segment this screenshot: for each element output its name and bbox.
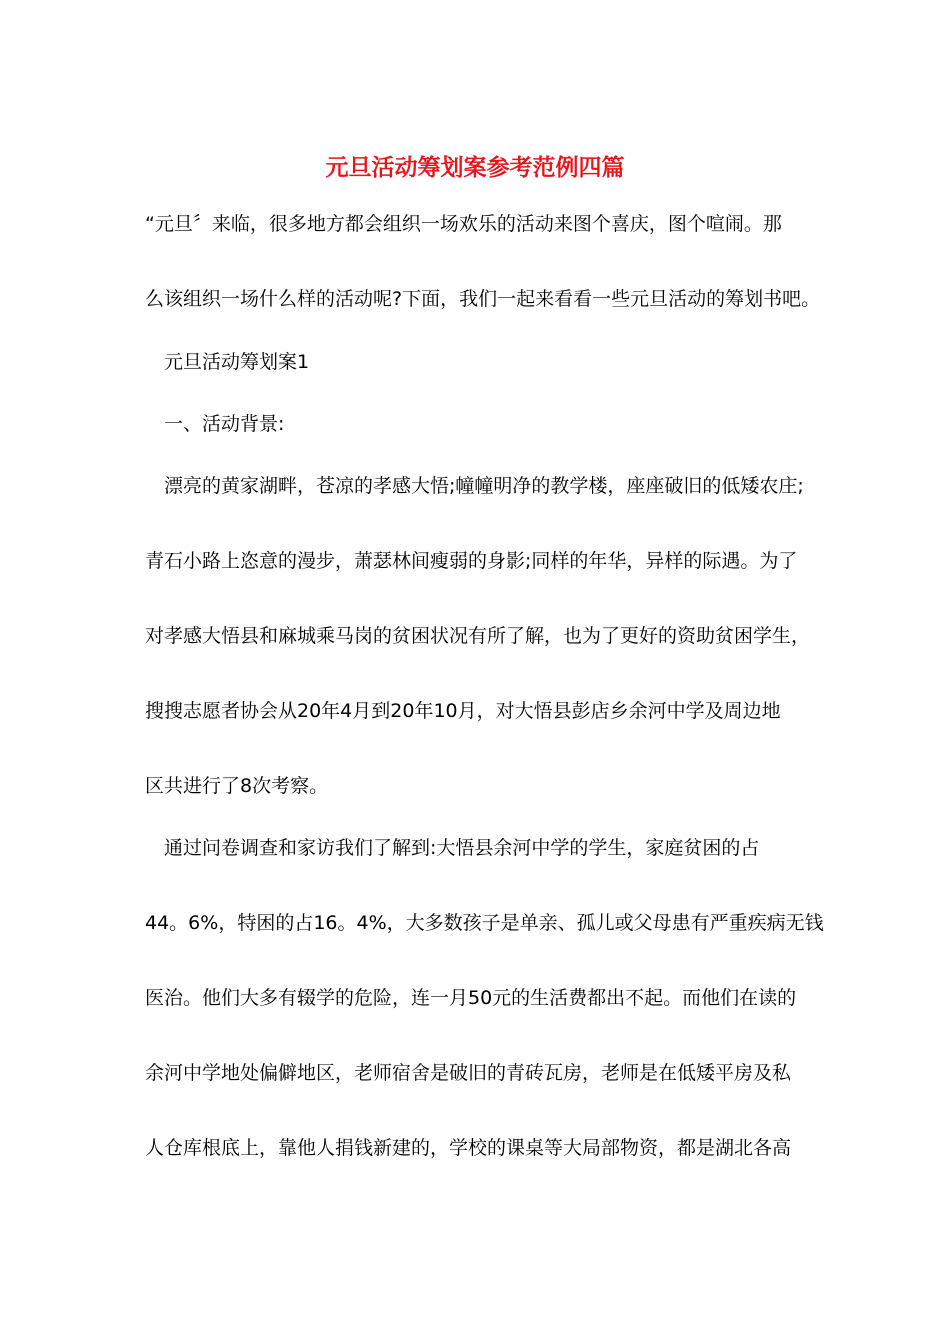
document-title: 元旦活动筹划案参考范例四篇: [325, 154, 625, 181]
paragraph-line: 人仓库根底上，靠他人捐钱新建的，学校的课桌等大局部物资，都是湖北各高: [145, 1137, 792, 1159]
paragraph-line: 医治。他们大多有辍学的危险，连一月50元的生活费都出不起。而他们在读的: [145, 987, 797, 1009]
paragraph-line: 区共进行了8次考察。: [145, 775, 329, 797]
paragraph-line: 44。6%，特困的占16。4%，大多数孩子是单亲、孤儿或父母患有严重疾病无钱: [145, 912, 824, 934]
paragraph-line: 漂亮的黄家湖畔，苍凉的孝感大悟;幢幢明净的教学楼，座座破旧的低矮农庄;: [164, 475, 804, 497]
section-heading: 一、活动背景:: [164, 413, 285, 435]
paragraph-line: “元旦〞来临，很多地方都会组织一场欢乐的活动来图个喜庆，图个喧闹。那: [145, 213, 782, 235]
paragraph-line: 通过问卷调查和家访我们了解到:大悟县余河中学的学生，家庭贫困的占: [164, 837, 760, 859]
paragraph-line: 么该组织一场什么样的活动呢?下面，我们一起来看看一些元旦活动的筹划书吧。: [145, 288, 821, 310]
paragraph-line: 搜搜志愿者协会从20年4月到20年10月，对大悟县彭店乡余河中学及周边地: [145, 700, 781, 722]
paragraph-line: 余河中学地处偏僻地区，老师宿舍是破旧的青砖瓦房，老师是在低矮平房及私: [145, 1062, 792, 1084]
paragraph-line: 对孝感大悟县和麻城乘马岗的贫困状况有所了解，也为了更好的资助贫困学生，: [145, 625, 811, 647]
section-heading: 元旦活动筹划案1: [164, 351, 310, 373]
paragraph-line: 青石小路上恣意的漫步，萧瑟林间瘦弱的身影;同样的年华，异样的际遇。为了: [145, 550, 798, 572]
